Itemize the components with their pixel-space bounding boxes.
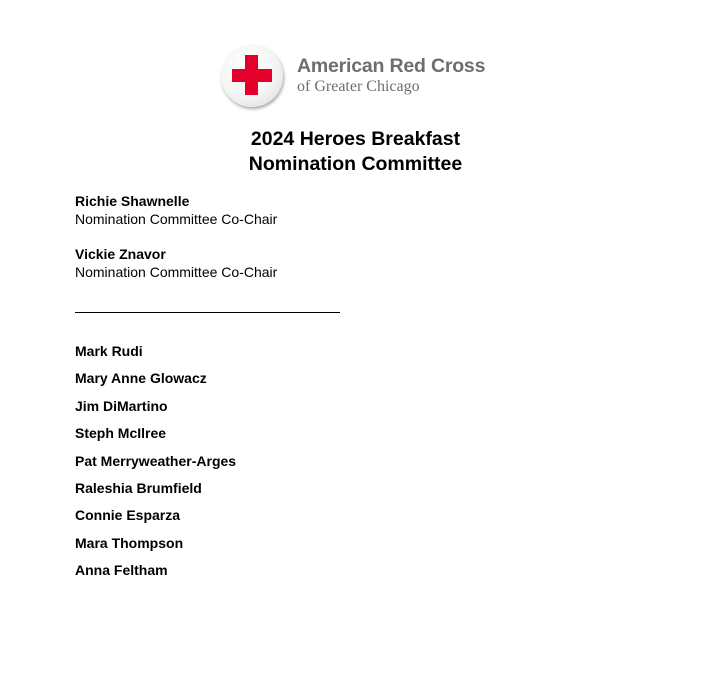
member-name: Connie Esparza [75,507,181,524]
logo-org-name: American Red Cross [297,55,486,77]
member-name: Mark Rudi [75,343,143,359]
member-name: Mary Anne Glowacz [75,370,207,387]
committee-members-list [75,342,236,589]
member-name: Mara Thompson [75,534,184,551]
co-chair-entry [75,245,277,281]
co-chair-name: Vickie Znavor [75,246,166,262]
member-name: Pat Merryweather-Arges [75,452,237,469]
title-line-2: Nomination Committee [248,153,463,175]
red-cross-icon [221,45,283,107]
document-title [0,127,711,177]
co-chair-role: Nomination Committee Co-Chair [75,264,278,280]
organization-logo [221,45,491,109]
member-name: Steph McIlree [75,425,167,442]
co-chairs-section [75,192,277,281]
section-divider [75,312,340,313]
co-chair-name: Richie Shawnelle [75,193,190,209]
title-line-1: 2024 Heroes Breakfast [250,128,461,150]
member-name: Jim DiMartino [75,397,168,414]
co-chair-role: Nomination Committee Co-Chair [75,211,278,227]
logo-org-region: of Greater Chicago [297,78,420,95]
co-chair-entry [75,192,277,228]
member-name: Raleshia Brumfield [75,479,202,496]
member-name: Anna Feltham [75,562,168,579]
